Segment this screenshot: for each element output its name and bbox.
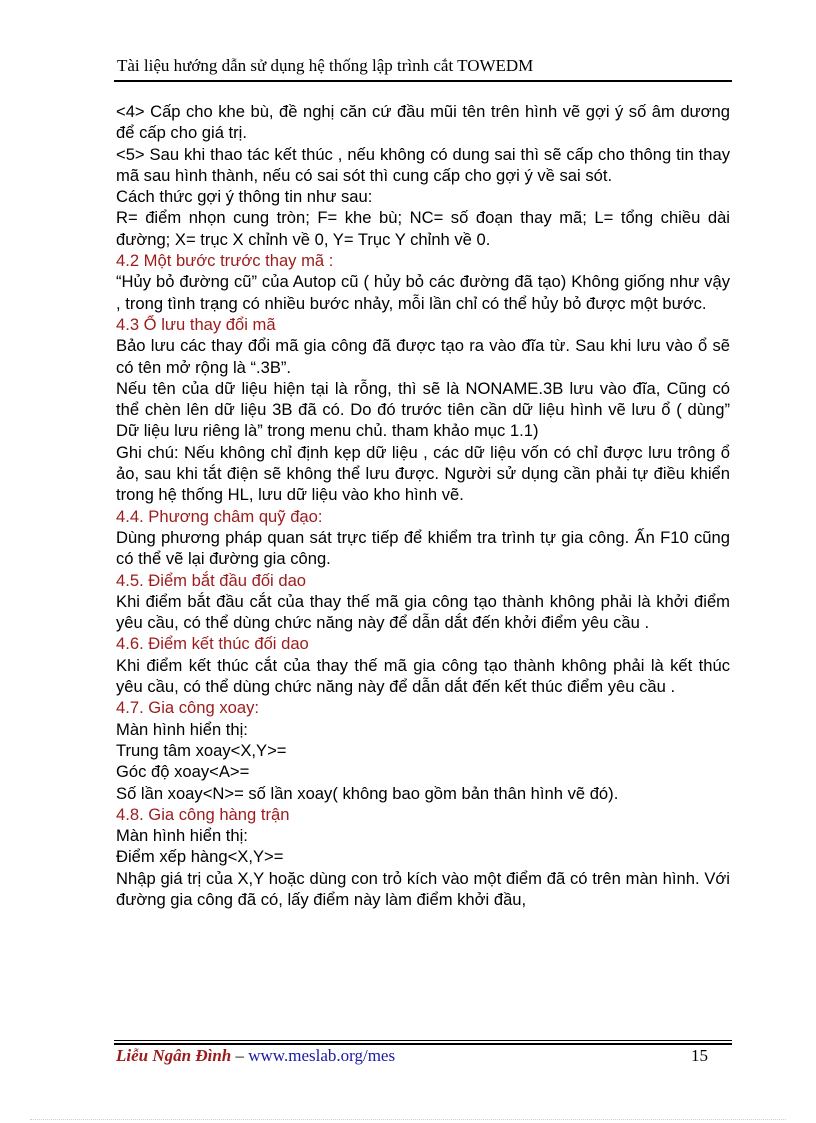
body-paragraph: Khi điểm kết thúc cắt của thay thế mã gia công tạo thành không phải là kết thúc yêu cầu, có thể dùng chức năng này để dẫn dắt đến kết thúc điểm yêu cầu . <box>116 655 730 697</box>
body-paragraph: Nhập giá trị của X,Y hoặc dùng con trỏ kích vào một điểm đã có trên màn hình. Với đường gia công đã có, lấy điểm này làm điểm khởi đầu, <box>116 868 730 909</box>
footer-divider-thin <box>114 1040 732 1041</box>
page-edge-dotted-line <box>30 1119 786 1120</box>
body-paragraph: Khi điểm bắt đầu cắt của thay thế mã gia công tạo thành không phải là khởi điểm yêu cầu, có thể dùng chức năng này để dẫn dắt đến khởi điểm yêu cầu . <box>116 591 730 633</box>
section-heading: 4.7. Gia công xoay: <box>116 698 259 718</box>
document-footer <box>116 1046 730 1070</box>
page-number: 15 <box>691 1046 708 1065</box>
footer-separator: – <box>231 1046 249 1065</box>
body-paragraph: Màn hình hiển thị: <box>116 719 248 739</box>
section-heading: 4.4. Phương châm quỹ đạo: <box>116 506 323 526</box>
body-paragraph: <4> Cấp cho khe bù, đề nghị căn cứ đầu mũi tên trên hình vẽ gợi ý số âm dương để cấp cho giá trị. <box>116 102 730 143</box>
header-divider <box>114 80 732 82</box>
section-heading: 4.2 Một bước trước thay mã : <box>116 251 334 271</box>
body-paragraph: Góc độ xoay<A>= <box>116 762 250 782</box>
body-paragraph: Số lần xoay<N>= số lần xoay( không bao gồm bản thân hình vẽ đó). <box>116 783 619 803</box>
footer-author: Liễu Ngân Đình <box>116 1046 232 1065</box>
body-paragraph: <5> Sau khi thao tác kết thúc , nếu không có dung sai thì sẽ cấp cho thông tin thay mã sau hình thành, nếu có sai sót thì cung cấp cho gợi ý về sai sót. <box>116 144 730 185</box>
section-heading: 4.8. Gia công hàng trận <box>116 804 290 824</box>
body-paragraph: R= điểm nhọn cung tròn; F= khe bù; NC= số đoạn thay mã; L= tổng chiều dài đường; X= trục X chỉnh về 0, Y= Trục Y chỉnh về 0. <box>116 208 730 249</box>
body-paragraph: Cách thức gợi ý thông tin như sau: <box>116 187 373 207</box>
body-paragraph: Trung tâm xoay<X,Y>= <box>116 740 287 760</box>
footer-url-link[interactable]: www.meslab.org/mes <box>248 1046 396 1065</box>
section-heading: 4.6. Điểm kết thúc đối dao <box>116 634 309 654</box>
section-heading: 4.5. Điểm bắt đầu đối dao <box>116 570 307 590</box>
document-header-title: Tài liệu hướng dẫn sử dụng hệ thống lập trình cắt TOWEDM <box>117 56 534 75</box>
body-paragraph: Điểm xếp hàng<X,Y>= <box>116 847 284 867</box>
body-paragraph: Ghi chú: Nếu không chỉ định kẹp dữ liệu , các dữ liệu vốn có chỉ được lưu trông ổ ảo, sau khi tắt điện sẽ không thể lưu được. Người sử dụng cần phải tự điều khiển trong hệ thống HL, lưu dữ liệu vào kho hình vẽ. <box>116 442 730 505</box>
footer-divider-thick <box>114 1043 732 1045</box>
body-paragraph: Dùng phương pháp quan sát trực tiếp để khiểm tra trình tự gia công. Ấn F10 cũng có thể vẽ lại đường gia công. <box>116 527 730 569</box>
body-paragraph: Bảo lưu các thay đổi mã gia công đã được tạo ra vào đĩa từ. Sau khi lưu vào ổ sẽ có tên mở rộng là “.3B”. <box>116 336 730 377</box>
body-paragraph: Nếu tên của dữ liệu hiện tại là rỗng, thì sẽ là NONAME.3B lưu vào đĩa, Cũng có thể chèn lên dữ liệu 3B đã có. Do đó trước tiên cần dữ liệu hình vẽ lưu ổ ( dùng” Dữ liệu lưu riêng là” trong menu chủ. tham khảo mục 1.1) <box>116 378 730 441</box>
body-paragraph: “Hủy bỏ đường cũ” của Autop cũ ( hủy bỏ các đường đã tạo) Không giống như vậy , trong tình trạng có nhiều bước nhảy, mỗi lần chỉ có thể hủy bỏ được một bước. <box>116 272 730 313</box>
section-heading: 4.3 Ổ lưu thay đổi mã <box>116 314 276 334</box>
document-body <box>116 101 730 910</box>
body-paragraph: Màn hình hiển thị: <box>116 826 248 846</box>
